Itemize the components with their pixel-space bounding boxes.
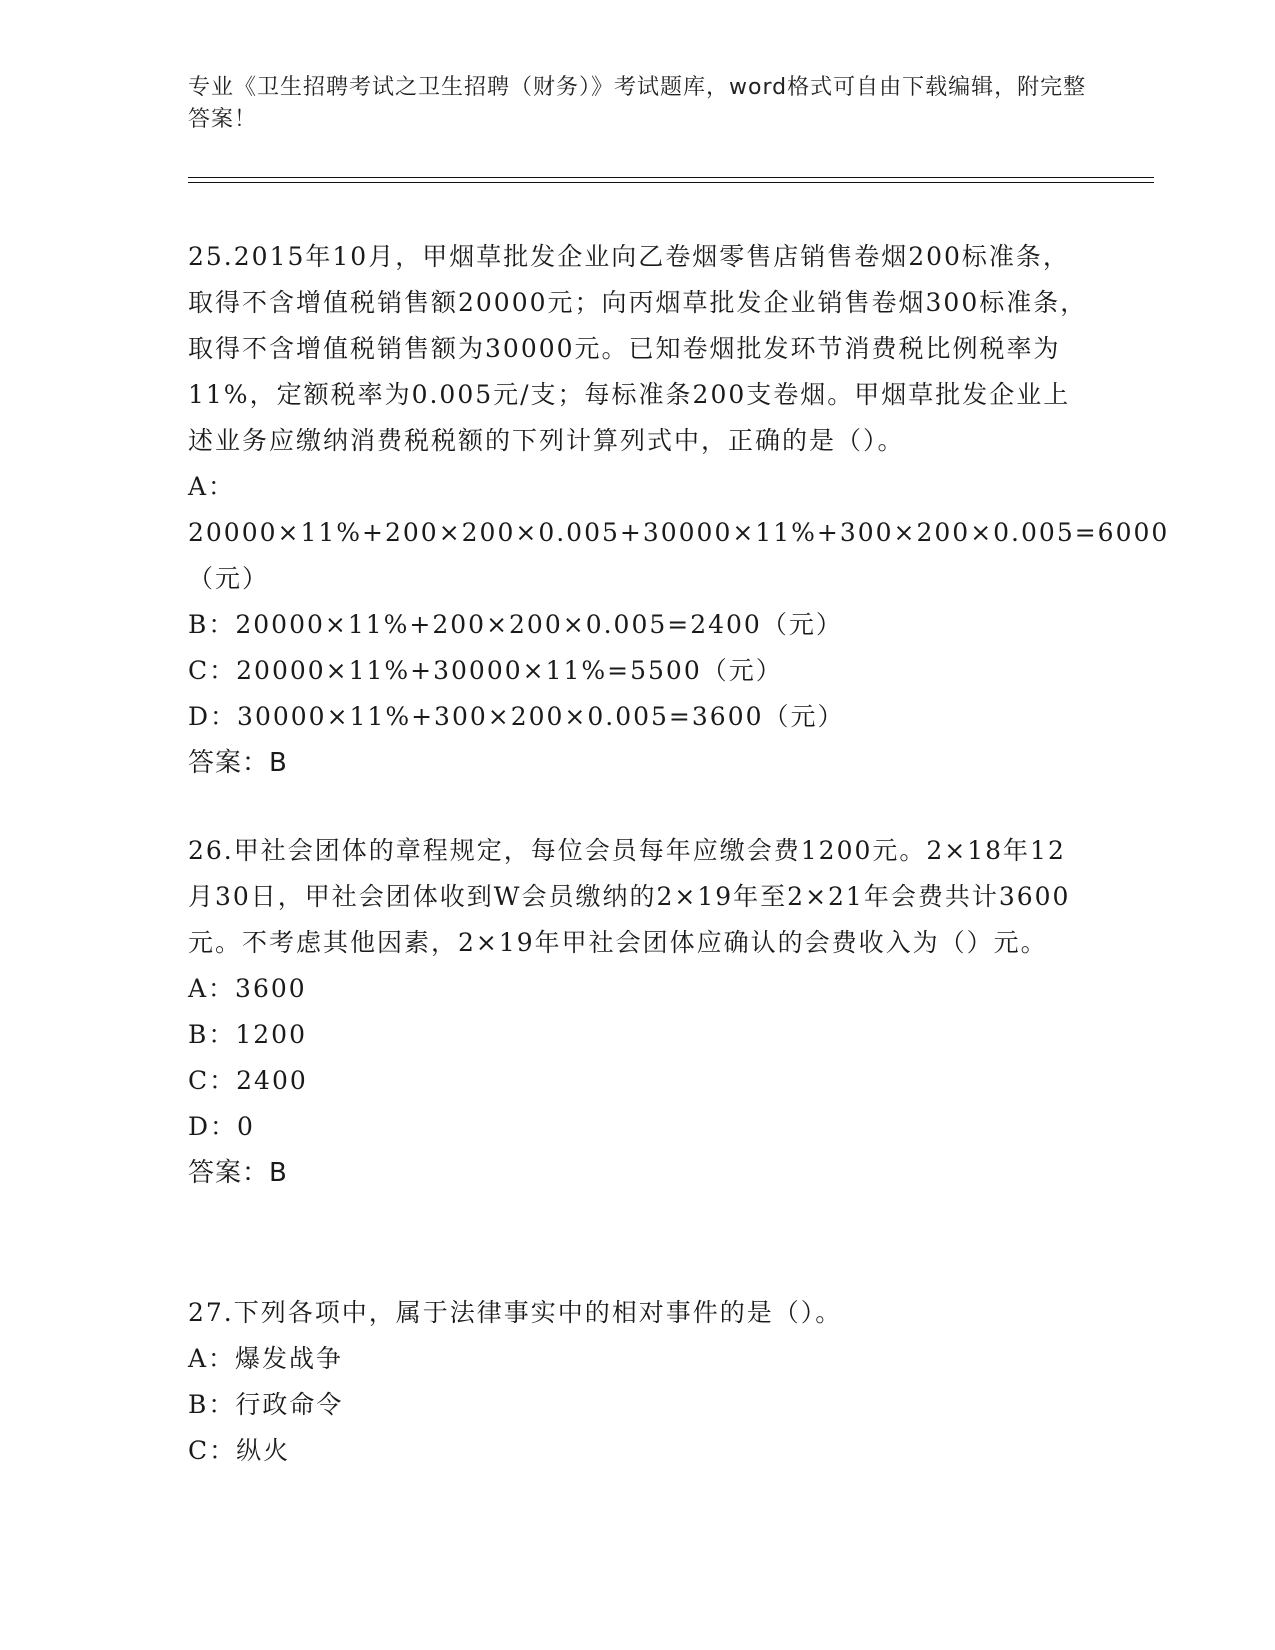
question-stem: 25.2015年10月，甲烟草批发企业向乙卷烟零售店销售卷烟200标准条，取得不含增值税销售额20000元；向丙烟草批发企业销售卷烟300标准条，取得不含增值税销售额为30000元。已知卷烟批发环节消费税比例税率为11%，定额税率为0.005元/支；每标准条200支卷烟。甲烟草批发企业上述业务应缴纳消费税税额的下列计算列式中，正确的是（）。 bbox=[188, 242, 1088, 455]
option-d: D：0 bbox=[188, 1112, 255, 1141]
option-c: C：20000×11%+30000×11%=5500（元） bbox=[188, 656, 783, 685]
option-c: C：纵火 bbox=[188, 1436, 291, 1465]
option-a: A：3600 bbox=[188, 974, 307, 1003]
question-27 bbox=[188, 1290, 1088, 1474]
option-c: C：2400 bbox=[188, 1066, 308, 1095]
document-header: 专业《卫生招聘考试之卫生招聘（财务）》考试题库，word格式可自由下载编辑，附完整答案！ bbox=[188, 75, 1087, 132]
header-divider-top bbox=[188, 177, 1154, 178]
answer: 答案：B bbox=[188, 1158, 288, 1188]
option-d: D：30000×11%+300×200×0.005=3600（元） bbox=[188, 702, 845, 731]
answer: 答案：B bbox=[188, 748, 288, 778]
option-b: B：行政命令 bbox=[188, 1390, 344, 1419]
question-stem: 26.甲社会团体的章程规定，每位会员每年应缴会费1200元。2×18年12月30日，甲社会团体收到W会员缴纳的2×19年至2×21年会费共计3600元。不考虑其他因素，2×19年甲社会团体应确认的会费收入为（）元。 bbox=[188, 836, 1071, 957]
option-b: B：1200 bbox=[188, 1020, 307, 1049]
option-a: A：20000×11%+200×200×0.005+30000×11%+300×200×0.005=6000（元） bbox=[188, 472, 1170, 593]
question-25 bbox=[188, 234, 1170, 786]
question-stem: 27.下列各项中，属于法律事实中的相对事件的是（）。 bbox=[188, 1298, 843, 1327]
header-divider-bottom bbox=[188, 182, 1154, 183]
question-26 bbox=[188, 828, 1088, 1196]
option-a: A：爆发战争 bbox=[188, 1344, 344, 1373]
option-b: B：20000×11%+200×200×0.005=2400（元） bbox=[188, 610, 843, 639]
